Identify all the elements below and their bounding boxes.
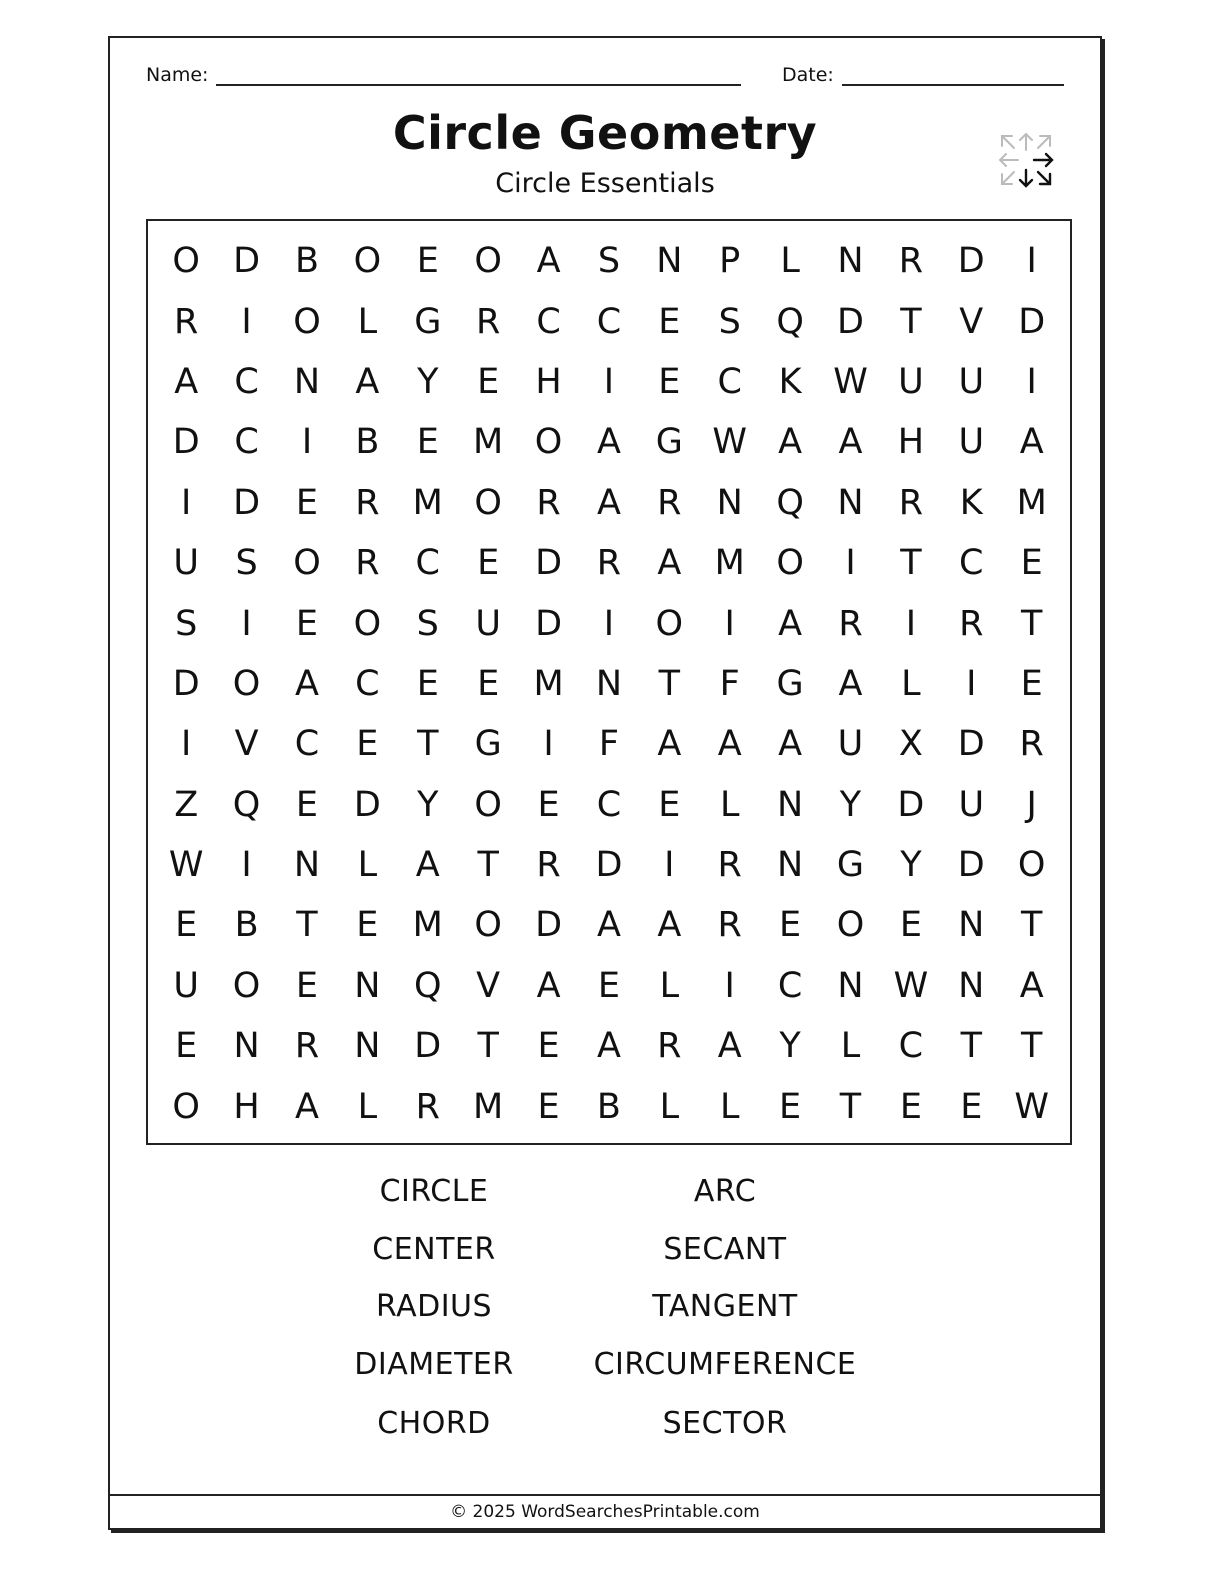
grid-letter[interactable]: M (1016, 482, 1047, 523)
grid-letter[interactable]: I (241, 845, 252, 886)
grid-letter[interactable]: G (414, 301, 442, 342)
date-field (782, 64, 1064, 86)
grid-letter[interactable]: A (355, 361, 380, 402)
grid-letter[interactable]: R (838, 603, 863, 644)
grid-letter[interactable]: I (845, 543, 856, 584)
grid-letter[interactable]: R (959, 603, 984, 644)
grid-letter[interactable]: C (596, 784, 622, 825)
grid-letter[interactable]: O (293, 301, 321, 342)
grid-letter[interactable]: N (656, 241, 683, 282)
grid-letter[interactable]: T (1020, 603, 1043, 644)
grid-letter[interactable]: C (355, 663, 380, 704)
grid-letter[interactable]: E (537, 1026, 560, 1067)
grid-letter[interactable]: T (839, 1086, 862, 1127)
grid-letter[interactable]: E (416, 241, 439, 282)
grid-letter[interactable]: D (172, 422, 200, 463)
grid-letter[interactable]: C (536, 301, 561, 342)
page-title: Circle Geometry (392, 106, 818, 160)
grid-letter[interactable]: N (354, 965, 381, 1006)
grid-letter[interactable]: Z (174, 784, 199, 825)
date-line (842, 64, 1064, 86)
grid-letter[interactable]: M (473, 1086, 504, 1127)
grid-letter[interactable]: A (596, 482, 621, 523)
grid-letter[interactable]: E (899, 1086, 922, 1127)
grid-letter[interactable]: N (233, 1026, 260, 1067)
grid-letter[interactable]: I (966, 663, 977, 704)
word-list-item: ARC (693, 1174, 757, 1209)
grid-letter[interactable]: A (596, 1026, 621, 1067)
grid-letter[interactable]: A (536, 965, 561, 1006)
grid-letter[interactable]: L (780, 241, 800, 282)
grid-letter[interactable]: C (234, 422, 259, 463)
grid-letter[interactable]: N (354, 1026, 381, 1067)
grid-letter[interactable]: Q (776, 482, 804, 523)
grid-letter[interactable]: R (475, 301, 501, 342)
grid-letter[interactable]: E (416, 663, 439, 704)
grid-letter[interactable]: D (233, 482, 261, 523)
grid-letter[interactable]: R (536, 482, 561, 523)
grid-letter[interactable]: O (1017, 845, 1046, 886)
grid-letter[interactable]: C (294, 724, 320, 765)
grid-letter[interactable]: A (657, 905, 682, 946)
grid-letter[interactable]: I (241, 603, 252, 644)
grid-letter[interactable]: I (301, 422, 313, 463)
word-list-item: SECTOR (662, 1406, 788, 1441)
grid-letter[interactable]: I (181, 724, 192, 765)
grid-letter[interactable]: A (778, 422, 803, 463)
grid-letter[interactable]: I (724, 603, 735, 644)
grid-letter[interactable]: H (535, 361, 562, 402)
grid-letter[interactable]: O (474, 482, 502, 523)
grid-letter[interactable]: I (724, 965, 735, 1006)
grid-letter[interactable]: R (898, 482, 924, 523)
grid-letter[interactable]: E (477, 663, 500, 704)
word-list-item: CHORD (377, 1406, 491, 1441)
grid-letter[interactable]: H (233, 1086, 260, 1127)
grid-letter[interactable]: E (537, 784, 560, 825)
grid-letter[interactable]: I (603, 361, 615, 402)
grid-letter[interactable]: G (474, 724, 502, 765)
grid-letter[interactable]: A (536, 241, 561, 282)
grid-letter[interactable]: T (900, 543, 922, 584)
grid-letter[interactable]: H (897, 422, 925, 463)
grid-letter[interactable]: B (596, 1086, 621, 1127)
grid-letter[interactable]: E (416, 422, 439, 463)
grid-letter[interactable]: C (959, 543, 984, 584)
grid-letter[interactable]: R (596, 543, 622, 584)
grid-letter[interactable]: O (474, 905, 502, 946)
name-line (216, 64, 741, 86)
grid-letter[interactable]: T (1020, 905, 1043, 946)
grid-letter[interactable]: B (294, 241, 319, 282)
grid-letter[interactable]: F (598, 724, 619, 765)
grid-letter[interactable]: M (473, 422, 504, 463)
grid-letter[interactable]: A (174, 361, 199, 402)
grid-letter[interactable]: U (958, 361, 985, 402)
grid-letter[interactable]: U (173, 543, 199, 584)
word-list-item: RADIUS (375, 1289, 493, 1324)
grid-letter[interactable]: E (779, 905, 802, 946)
grid-letter[interactable]: C (717, 361, 742, 402)
grid-letter[interactable]: D (535, 543, 563, 584)
grid-letter[interactable]: O (655, 603, 684, 644)
grid-letter[interactable]: U (958, 422, 985, 463)
grid-letter[interactable]: G (836, 845, 865, 886)
grid-letter[interactable]: R (355, 482, 380, 523)
grid-letter[interactable]: D (957, 724, 985, 765)
grid-letter[interactable]: L (659, 1086, 680, 1127)
grid-letter[interactable]: U (837, 724, 864, 765)
grid-letter[interactable]: C (777, 965, 803, 1006)
grid-letter[interactable]: T (477, 845, 499, 886)
grid-letter[interactable]: Y (839, 784, 862, 825)
grid-letter[interactable]: C (898, 1026, 924, 1067)
grid-letter[interactable]: A (717, 724, 742, 765)
grid-letter[interactable]: E (295, 482, 319, 523)
grid-letter[interactable]: B (234, 905, 259, 946)
grid-letter[interactable]: M (412, 482, 443, 523)
grid-letter[interactable]: E (295, 603, 319, 644)
grid-letter[interactable]: A (778, 724, 803, 765)
grid-letter[interactable]: N (958, 965, 985, 1006)
grid-letter[interactable]: A (1019, 965, 1044, 1006)
grid-letter[interactable]: D (414, 1026, 442, 1067)
grid-letter[interactable]: R (174, 301, 199, 342)
grid-letter[interactable]: D (595, 845, 623, 886)
grid-letter[interactable]: Y (779, 1026, 801, 1067)
grid-letter[interactable]: G (655, 422, 683, 463)
grid-letter[interactable]: A (596, 422, 621, 463)
grid-letter[interactable]: A (1019, 422, 1044, 463)
grid-letter[interactable]: D (535, 603, 563, 644)
grid-letter[interactable]: S (416, 603, 439, 644)
word-list-item: CIRCLE (379, 1174, 489, 1209)
grid-letter[interactable]: I (664, 845, 675, 886)
grid-letter[interactable]: V (959, 301, 984, 342)
grid-letter[interactable]: M (412, 905, 443, 946)
grid-letter[interactable]: V (234, 724, 259, 765)
grid-letter[interactable]: I (1026, 241, 1037, 282)
copyright-footer: © 2025 WordSearchesPrintable.com (450, 1502, 760, 1522)
grid-letter[interactable]: Q (413, 965, 442, 1006)
grid-letter[interactable]: O (776, 543, 804, 584)
grid-letter[interactable]: O (353, 241, 382, 282)
grid-letter[interactable]: O (836, 905, 865, 946)
grid-letter[interactable]: E (537, 1086, 560, 1127)
grid-letter[interactable]: L (840, 1026, 861, 1067)
grid-letter[interactable]: R (294, 1026, 320, 1067)
grid-letter[interactable]: A (415, 845, 440, 886)
grid-letter[interactable]: V (476, 965, 501, 1006)
grid-letter[interactable]: O (534, 422, 563, 463)
grid-letter[interactable]: D (957, 845, 985, 886)
grid-letter[interactable]: A (838, 422, 863, 463)
grid-letter[interactable]: O (353, 603, 382, 644)
grid-letter[interactable]: K (778, 361, 802, 402)
grid-letter[interactable]: E (295, 784, 319, 825)
grid-letter[interactable]: W (1014, 1086, 1049, 1127)
grid-letter[interactable]: O (232, 965, 261, 1006)
grid-letter[interactable]: E (295, 965, 319, 1006)
grid-letter[interactable]: E (899, 905, 922, 946)
grid-letter[interactable]: E (175, 1026, 198, 1067)
grid-letter[interactable]: W (168, 845, 204, 886)
grid-letter[interactable]: Y (417, 784, 439, 825)
grid-letter[interactable]: D (897, 784, 925, 825)
grid-letter[interactable]: S (175, 603, 198, 644)
grid-letter[interactable]: R (536, 845, 561, 886)
grid-letter[interactable]: O (474, 241, 502, 282)
grid-letter[interactable]: N (716, 482, 743, 523)
worksheet (108, 36, 1102, 1530)
grid-letter[interactable]: E (477, 543, 500, 584)
grid-letter[interactable]: T (296, 905, 318, 946)
grid-letter[interactable]: A (295, 1086, 319, 1127)
grid-letter[interactable]: N (958, 905, 985, 946)
grid-letter[interactable]: E (658, 301, 681, 342)
grid-letter[interactable]: A (657, 724, 682, 765)
grid-letter[interactable]: L (719, 784, 740, 825)
grid-letter[interactable]: E (356, 724, 379, 765)
grid-letter[interactable]: I (603, 603, 615, 644)
page-subtitle: Circle Essentials (495, 168, 715, 199)
grid-letter[interactable]: E (960, 1086, 983, 1127)
directions-arrows-icon (996, 130, 1056, 190)
grid-letter[interactable]: A (295, 663, 319, 704)
grid-letter[interactable]: T (960, 1026, 982, 1067)
grid-letter[interactable]: R (657, 482, 682, 523)
grid-letter[interactable]: O (474, 784, 502, 825)
grid-letter[interactable]: T (900, 301, 922, 342)
grid-letter[interactable]: E (1020, 543, 1043, 584)
grid-letter[interactable]: O (293, 543, 321, 584)
grid-letter[interactable]: N (837, 241, 864, 282)
word-list-item: CENTER (372, 1232, 496, 1267)
grid-letter[interactable]: C (596, 301, 622, 342)
grid-letter[interactable]: C (234, 361, 259, 402)
grid-letter[interactable]: Q (232, 784, 261, 825)
word-list-item: TANGENT (652, 1289, 798, 1324)
grid-letter[interactable]: U (958, 784, 985, 825)
grid-letter[interactable]: R (415, 1086, 440, 1127)
grid-letter[interactable]: D (957, 241, 985, 282)
grid-letter[interactable]: S (718, 301, 741, 342)
grid-letter[interactable]: Q (776, 301, 804, 342)
grid-letter[interactable]: A (596, 905, 621, 946)
grid-letter[interactable]: E (175, 905, 198, 946)
grid-letter[interactable]: N (837, 482, 864, 523)
grid-letter[interactable]: U (173, 965, 199, 1006)
grid-letter[interactable]: N (777, 845, 804, 886)
grid-letter[interactable]: L (357, 301, 378, 342)
grid-letter[interactable]: N (595, 663, 623, 704)
puzzle-grid-frame (146, 219, 1072, 1145)
grid-letter[interactable]: W (712, 422, 748, 463)
grid-letter[interactable]: N (777, 784, 804, 825)
grid-letter[interactable]: O (172, 1086, 200, 1127)
grid-letter[interactable]: B (355, 422, 380, 463)
grid-letter[interactable]: R (717, 905, 742, 946)
grid-letter[interactable]: P (719, 241, 741, 282)
grid-letter[interactable]: M (714, 543, 745, 584)
grid-letter[interactable]: A (717, 1026, 742, 1067)
date-label: Date: (782, 64, 834, 86)
grid-letter[interactable]: R (657, 1026, 682, 1067)
grid-letter[interactable]: D (233, 241, 261, 282)
grid-letter[interactable]: D (353, 784, 381, 825)
grid-letter[interactable]: E (658, 784, 681, 825)
grid-letter[interactable]: S (235, 543, 258, 584)
grid-letter[interactable]: O (232, 663, 261, 704)
grid-letter[interactable]: I (905, 603, 917, 644)
grid-letter[interactable]: R (355, 543, 380, 584)
grid-letter[interactable]: S (597, 241, 621, 282)
grid-letter[interactable]: L (901, 663, 921, 704)
grid-letter[interactable]: A (838, 663, 863, 704)
grid-letter[interactable]: A (778, 603, 803, 644)
grid-letter[interactable]: N (293, 845, 321, 886)
grid-letter[interactable]: D (837, 301, 864, 342)
grid-letter[interactable]: E (356, 905, 379, 946)
grid-letter[interactable]: W (893, 965, 929, 1006)
grid-letter[interactable]: T (658, 663, 681, 704)
grid-letter[interactable]: C (415, 543, 440, 584)
grid-letter[interactable]: X (898, 724, 923, 765)
grid-letter[interactable]: T (1020, 1026, 1043, 1067)
grid-letter[interactable]: F (719, 663, 740, 704)
grid-letter[interactable]: T (477, 1026, 499, 1067)
word-list-item: CIRCUMFERENCE (593, 1347, 857, 1382)
grid-letter[interactable]: T (417, 724, 439, 765)
grid-letter[interactable]: I (1026, 361, 1037, 402)
grid-letter[interactable]: W (833, 361, 868, 402)
grid-letter[interactable]: R (898, 241, 924, 282)
word-list-item: SECANT (663, 1232, 787, 1267)
grid-letter[interactable]: Y (900, 845, 922, 886)
grid-letter[interactable]: D (1018, 301, 1046, 342)
puzzle-grid (156, 231, 1062, 1137)
grid-letter[interactable]: A (657, 543, 682, 584)
grid-letter[interactable]: E (658, 361, 681, 402)
grid-letter[interactable]: G (776, 663, 804, 704)
grid-letter[interactable]: R (1019, 724, 1044, 765)
grid-letter[interactable]: O (172, 241, 200, 282)
grid-letter[interactable]: J (1026, 784, 1037, 825)
grid-letter[interactable]: I (181, 482, 192, 523)
word-list-item: DIAMETER (354, 1347, 514, 1382)
grid-letter[interactable]: N (293, 361, 321, 402)
grid-letter[interactable]: E (597, 965, 620, 1006)
grid-letter[interactable]: L (659, 965, 680, 1006)
grid-letter[interactable]: N (837, 965, 864, 1006)
grid-letter[interactable]: E (779, 1086, 802, 1127)
grid-letter[interactable]: L (719, 1086, 740, 1127)
grid-letter[interactable]: E (477, 361, 500, 402)
grid-letter[interactable]: D (172, 663, 200, 704)
grid-letter[interactable]: K (959, 482, 983, 523)
grid-letter[interactable]: I (543, 724, 554, 765)
grid-letter[interactable]: L (357, 845, 378, 886)
name-field (146, 64, 741, 86)
grid-letter[interactable]: E (1020, 663, 1043, 704)
grid-letter[interactable]: U (475, 603, 501, 644)
grid-letter[interactable]: Y (417, 361, 439, 402)
grid-letter[interactable]: M (533, 663, 564, 704)
grid-letter[interactable]: I (241, 301, 252, 342)
name-label: Name: (146, 64, 209, 86)
grid-letter[interactable]: R (717, 845, 742, 886)
grid-letter[interactable]: L (357, 1086, 378, 1127)
grid-letter[interactable]: U (898, 361, 924, 402)
grid-letter[interactable]: D (535, 905, 563, 946)
footer-divider (110, 1494, 1100, 1496)
